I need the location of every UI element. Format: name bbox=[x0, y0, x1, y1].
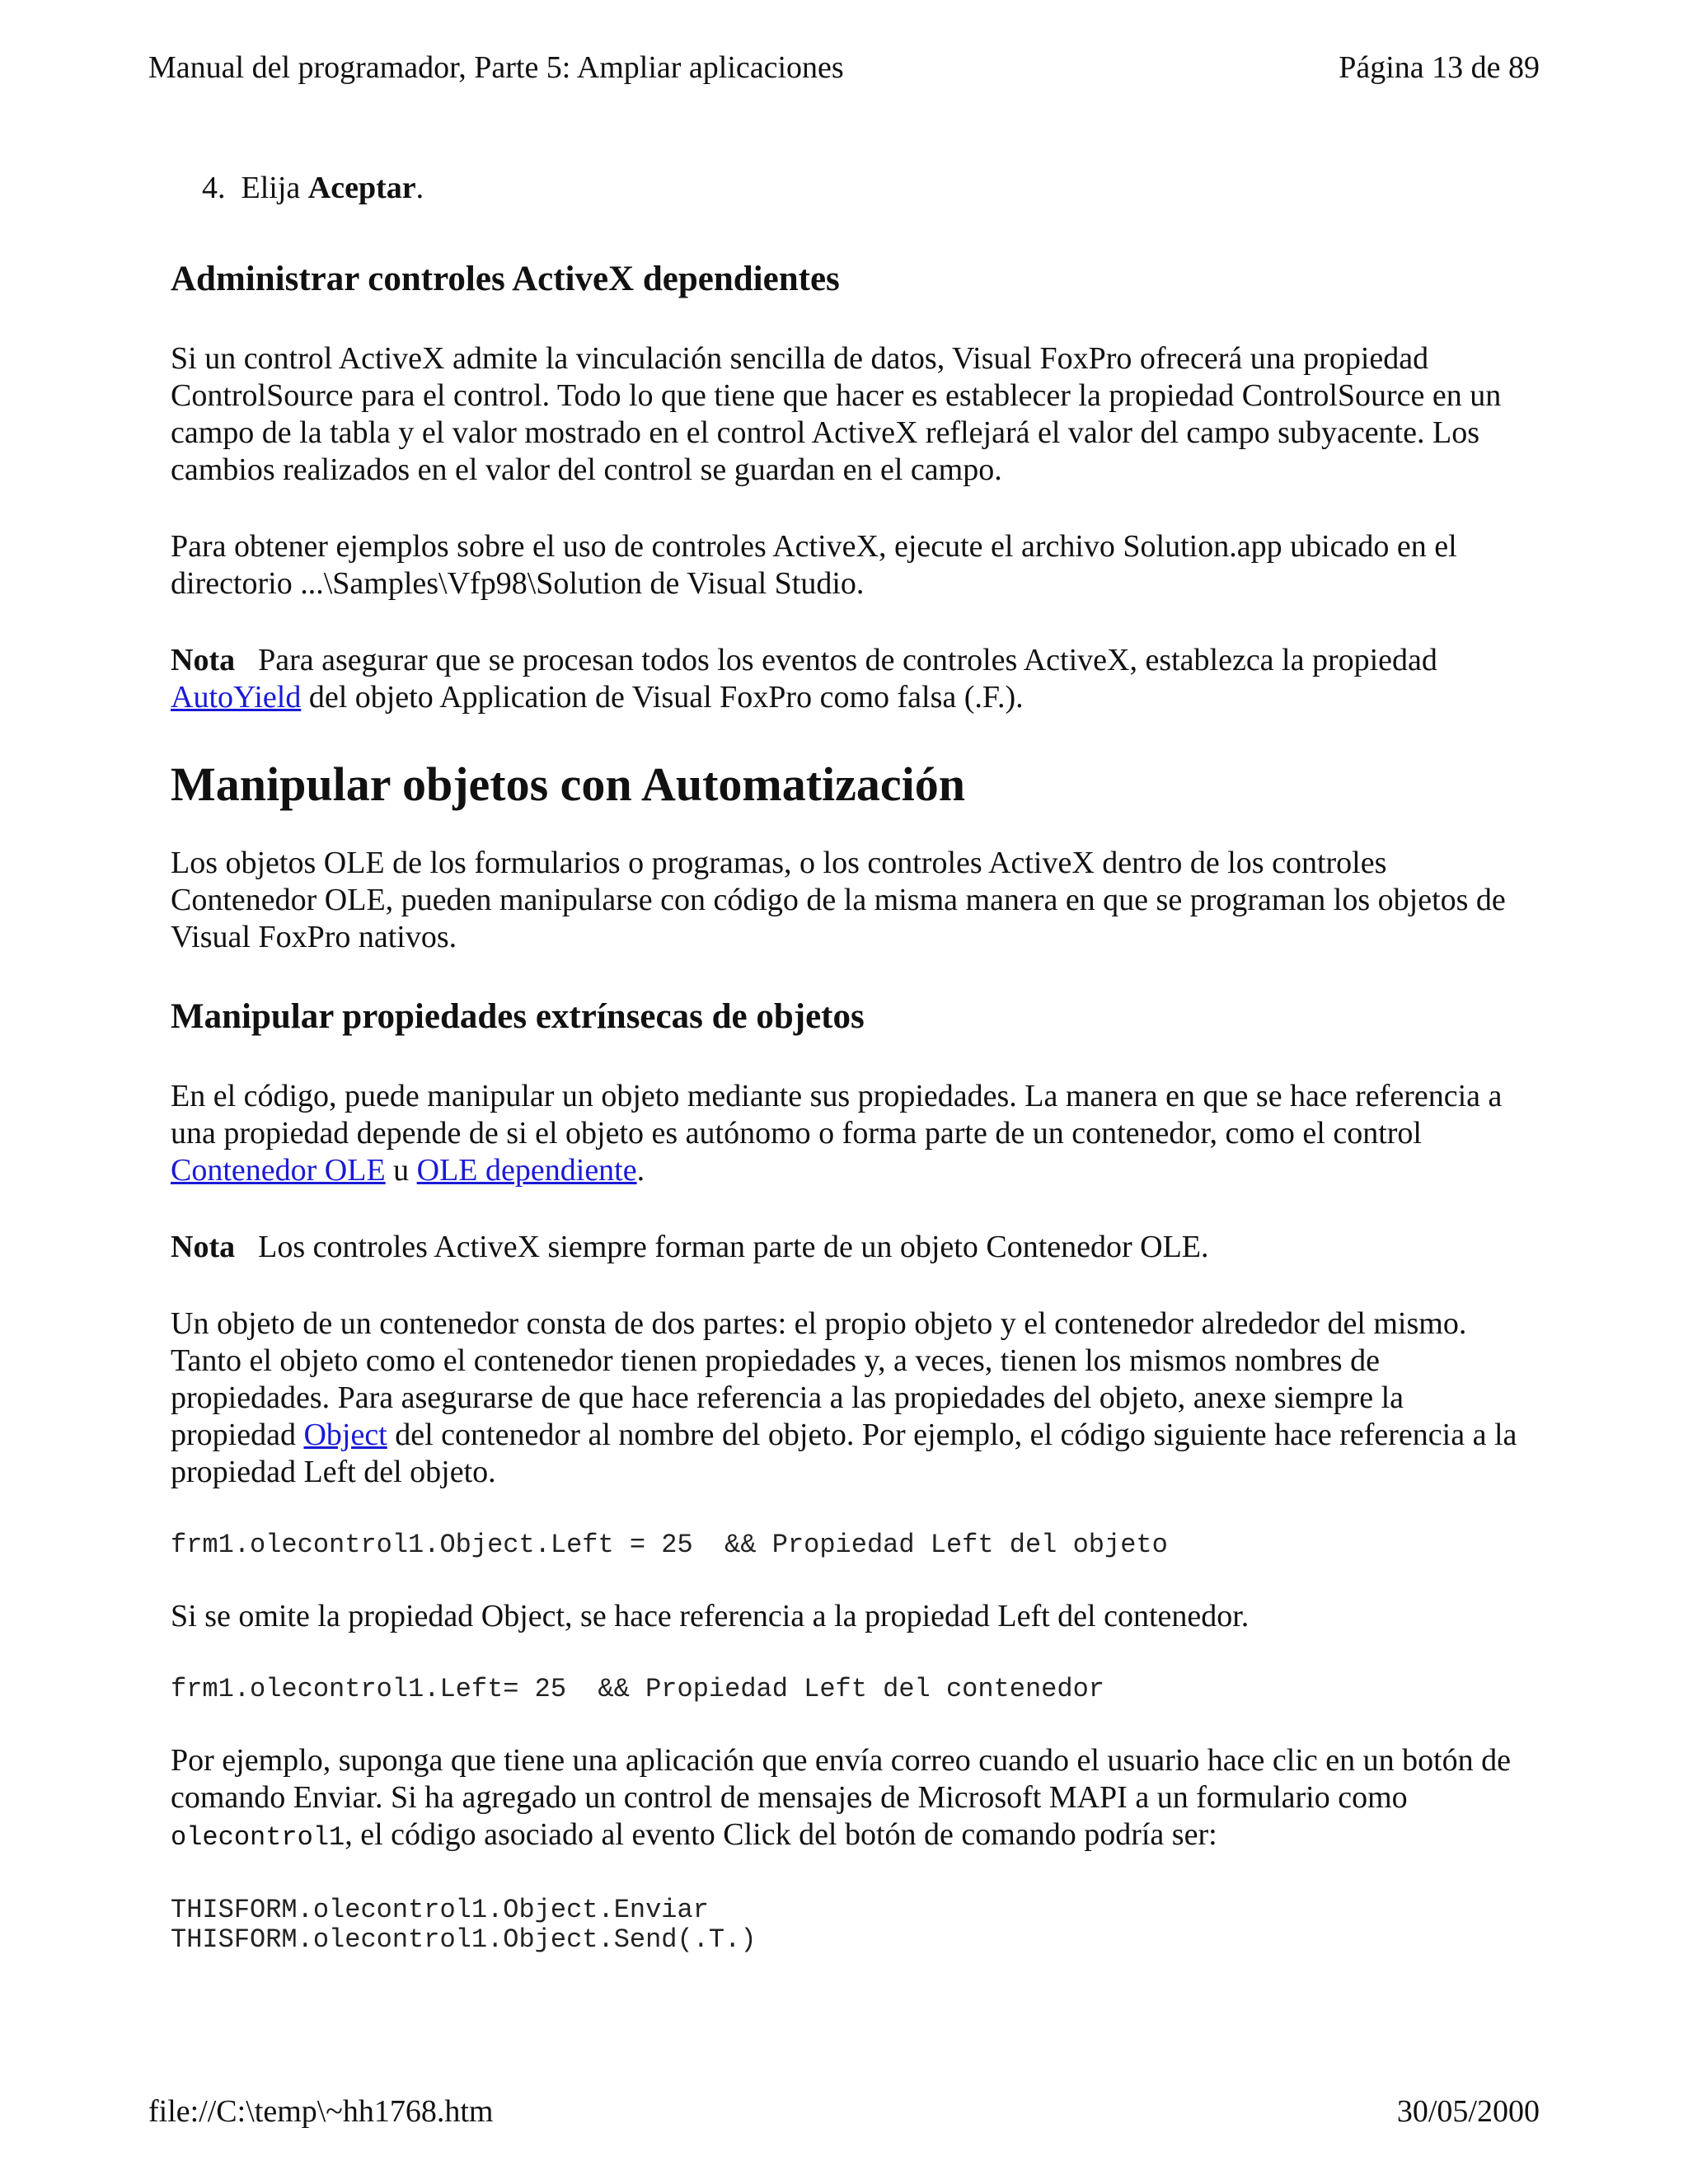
section-heading-properties: Manipular propiedades extrínsecas de objetos bbox=[171, 997, 865, 1036]
note-label: Nota bbox=[171, 643, 236, 677]
paragraph-controlsource: Si un control ActiveX admite la vinculación sencilla de datos, Visual FoxPro ofrecerá una propiedad ControlSource para el control. Todo lo que tiene que hacer es establecer la propiedad ControlSource en un campo de la tabla y el valor mostrado en el control ActiveX reflejará el valor del campo subyacente. Los cambios realizados en el valor del control se guardan en el campo. bbox=[171, 341, 1502, 487]
properties-text-end: . bbox=[636, 1153, 645, 1188]
paragraph-mapi-example bbox=[171, 1742, 1531, 1856]
contenedor-ole-link[interactable]: Contenedor OLE bbox=[171, 1153, 386, 1188]
step-bold: Aceptar bbox=[307, 171, 416, 205]
page-footer bbox=[148, 2092, 1540, 2131]
step-text: Elija bbox=[241, 171, 301, 205]
mapi-text-end: , el código asociado al evento Click del botón de comando podría ser: bbox=[345, 1817, 1217, 1852]
code-sample-container-left: frm1.olecontrol1.Left= 25 && Propiedad Left del contenedor bbox=[171, 1674, 1104, 1704]
autoyield-link[interactable]: AutoYield bbox=[171, 680, 302, 715]
properties-text-or: u bbox=[385, 1153, 417, 1188]
step-4 bbox=[202, 170, 1531, 207]
main-heading-automation: Manipular objetos con Automatización bbox=[171, 757, 965, 811]
paragraph-examples: Para obtener ejemplos sobre el uso de controles ActiveX, ejecute el archivo Solution.app ubicado en el directorio ...\Samples\Vfp98\Solution de Visual Studio. bbox=[171, 529, 1457, 601]
step-number: 4. bbox=[202, 171, 226, 205]
container-text: Un objeto de un contenedor consta de dos partes: el propio objeto y el contenedor alrededor del mismo. Tanto el objeto como el contenedor tienen propiedades y, a veces, tienen los mismos nombres de propiedades. Para asegurarse de que hace referencia a las propiedades del objeto, anexe siempre la propiedad bbox=[171, 1306, 1467, 1452]
document-body bbox=[171, 170, 1531, 1993]
mapi-text: Por ejemplo, suponga que tiene una aplicación que envía correo cuando el usuario hace clic en un botón de comando Enviar. Si ha agregado un control de mensajes de Microsoft MAPI a un formulario como bbox=[171, 1743, 1512, 1815]
inline-code-olecontrol1: olecontrol1 bbox=[171, 1822, 345, 1853]
note-text: Para asegurar que se procesan todos los eventos de controles ActiveX, establezca la propiedad bbox=[258, 643, 1437, 677]
note-label: Nota bbox=[171, 1230, 236, 1264]
properties-text: En el código, puede manipular un objeto mediante sus propiedades. La manera en que se hace referencia a una propiedad depende de si el objeto es autónomo o forma parte de un contenedor, como el control bbox=[171, 1079, 1503, 1151]
object-link[interactable]: Object bbox=[303, 1418, 387, 1452]
document-title: Manual del programador, Parte 5: Ampliar aplicaciones bbox=[148, 50, 844, 85]
note-activex-container bbox=[171, 1229, 1531, 1266]
note-text: Los controles ActiveX siempre forman parte de un objeto Contenedor OLE. bbox=[258, 1230, 1209, 1264]
container-text-end: del contenedor al nombre del objeto. Por ejemplo, el código siguiente hace referencia a la propiedad Left del objeto. bbox=[171, 1418, 1517, 1489]
paragraph-omit-object: Si se omite la propiedad Object, se hace referencia a la propiedad Left del contenedor. bbox=[171, 1599, 1250, 1633]
ole-dependiente-link[interactable]: OLE dependiente bbox=[416, 1153, 637, 1188]
paragraph-ole-objects: Los objetos OLE de los formularios o programas, o los controles ActiveX dentro de los controles Contenedor OLE, pueden manipularse con código de la misma manera en que se programan los objetos de Visual FoxPro nativos. bbox=[171, 846, 1506, 954]
note-text-end: del objeto Application de Visual FoxPro como falsa (.F.). bbox=[301, 680, 1024, 715]
page-number: Página 13 de 89 bbox=[1339, 50, 1540, 85]
paragraph-object-container bbox=[171, 1305, 1531, 1491]
code-sample-send: THISFORM.olecontrol1.Object.Enviar THISFORM.olecontrol1.Object.Send(.T.) bbox=[171, 1895, 757, 1955]
step-end: . bbox=[415, 171, 424, 205]
section-heading-activex: Administrar controles ActiveX dependientes bbox=[171, 260, 840, 298]
note-autoyield bbox=[171, 642, 1531, 716]
file-path: file://C:\temp\~hh1768.htm bbox=[148, 2094, 494, 2129]
page-header bbox=[148, 48, 1540, 87]
print-date: 30/05/2000 bbox=[1396, 2094, 1540, 2129]
code-sample-object-left: frm1.olecontrol1.Object.Left = 25 && Propiedad Left del objeto bbox=[171, 1530, 1168, 1560]
paragraph-properties bbox=[171, 1078, 1531, 1189]
